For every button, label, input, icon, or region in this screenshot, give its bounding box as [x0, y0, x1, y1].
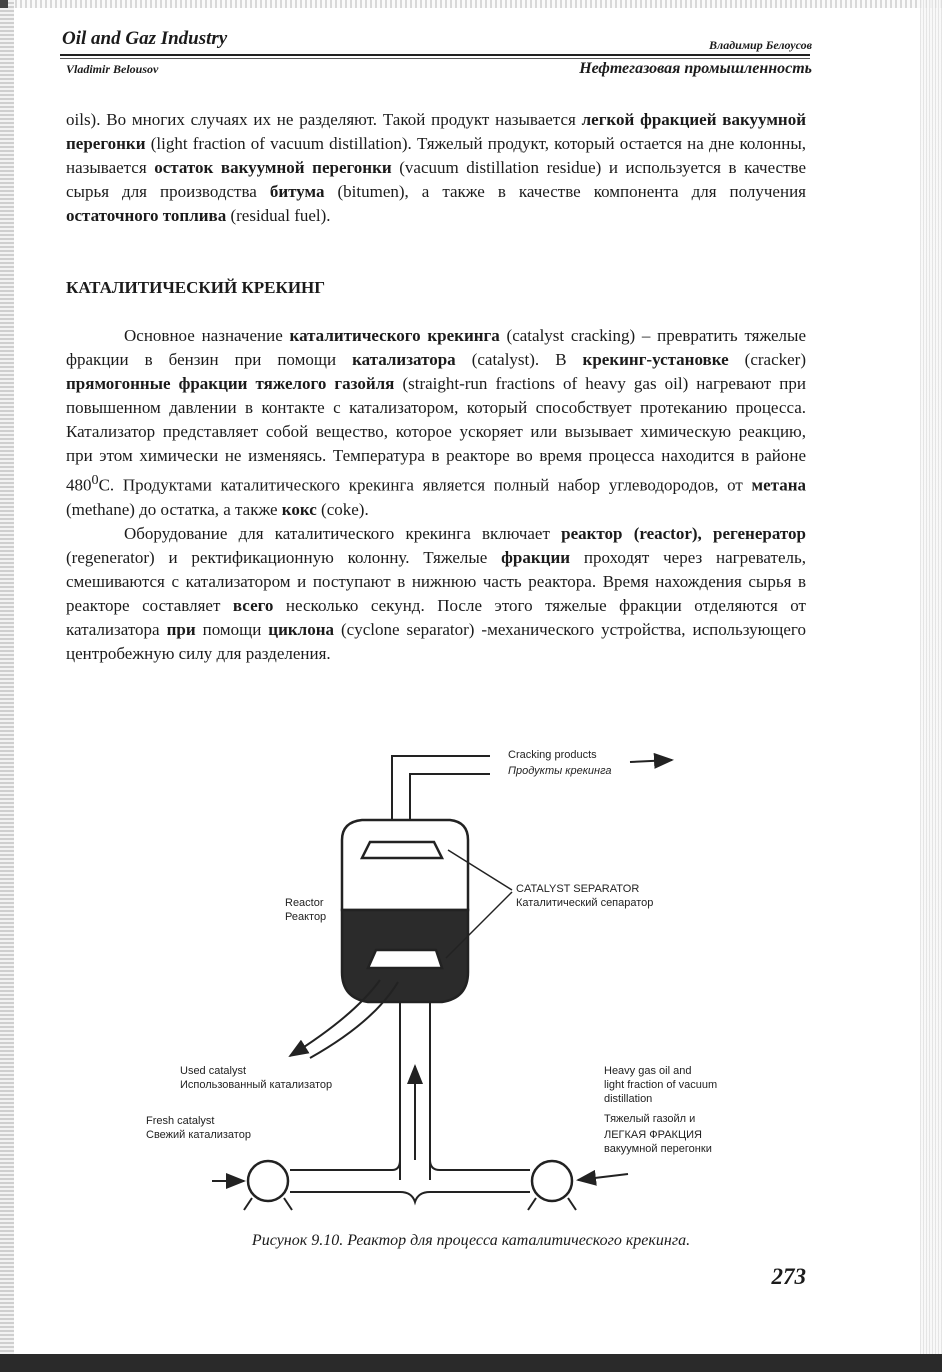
text-run: (cracker) [728, 350, 806, 369]
term-methane: метана [751, 475, 806, 495]
term-fractions: фракции [501, 547, 571, 567]
header-author-right: Владимир Белоусов [709, 38, 812, 52]
term-with: при [166, 619, 196, 639]
term-cyclone: циклона [268, 619, 335, 639]
text-run: (bitumen), а также в качестве компонента для получения [324, 182, 806, 201]
term-catalytic-cracking: каталитического крекинга [289, 326, 500, 345]
text-run: oils). Во многих случаях их не разделяют. Такой продукт называется [66, 110, 582, 129]
header-rule-thin [60, 58, 810, 59]
label-reactor-ru: Реактор [285, 911, 327, 923]
scan-border-bottom [0, 1354, 942, 1372]
term-residual-fuel: остаточного топлива [66, 206, 227, 225]
text-run: (regenerator) и ректификационную колонну. Тяжелые [66, 547, 502, 567]
text-run: (methane) до остатка, а также [66, 499, 282, 519]
text-run: (cyclone separator) -механического устройства, использующего центробежную силу для разделения. [66, 619, 806, 663]
text-run: (vacuum distillation residue) и используется в качестве сырья для производства [66, 158, 806, 201]
scan-border-right [920, 0, 942, 1372]
text-run: помощи [195, 619, 269, 639]
heavy-feed-arrow [578, 1174, 628, 1180]
text-run: Основное назначение [124, 326, 290, 345]
label-heavy-4: Тяжелый газойл и [604, 1113, 696, 1125]
reactor-diagram [130, 740, 770, 1220]
label-cracking-en: Cracking products [508, 749, 597, 761]
term-bitumen: битума [269, 182, 325, 201]
label-reactor-en: Reactor [285, 897, 324, 909]
term-coke: кокс [281, 499, 317, 519]
label-fresh-ru: Свежий катализатор [146, 1129, 251, 1141]
label-heavy-1: Heavy gas oil and [604, 1065, 692, 1077]
text-run: (catalyst). В [455, 350, 583, 369]
figure-caption: Рисунок 9.10. Реактор для процесса каталитического крекинга. [251, 1232, 691, 1249]
separator-upper [362, 842, 442, 858]
label-separator-en: CATALYST SEPARATOR [516, 883, 640, 895]
term-vacuum-residue: остаток вакуумной перегонки [154, 158, 392, 177]
text-run: (catalyst cracking) – превратить тяжелые фракции в бензин при помощи [66, 326, 806, 369]
label-heavy-5: ЛЕГКАЯ ФРАКЦИЯ [604, 1129, 702, 1141]
term-cracker: крекинг-установке [582, 350, 729, 369]
superscript: 0 [91, 472, 99, 488]
label-used-ru: Использованный катализатор [180, 1079, 333, 1091]
text-run: Оборудование для каталитического крекинга включает [124, 523, 562, 543]
cracking-products-arrow [630, 760, 672, 762]
term-catalyst: катализатора [352, 350, 456, 369]
header-rule [60, 54, 810, 56]
scan-border-top [0, 0, 942, 8]
term-reactor-regenerator: реактор (reactor), регенератор [561, 523, 806, 543]
label-used-en: Used catalyst [180, 1065, 247, 1077]
label-heavy-3: distillation [604, 1093, 653, 1105]
text-run: С. Продуктами каталитического крекинга является полный набор углеводородов, от [98, 475, 752, 495]
feed-pump [532, 1161, 572, 1201]
header-author-left: Vladimir Belousov [66, 62, 159, 76]
scan-corner-mark [0, 0, 8, 8]
page-number: 273 [771, 1264, 806, 1289]
label-cracking-ru: Продукты крекинга [508, 765, 612, 777]
term-only: всего [232, 595, 274, 615]
text-run: (straight-run fractions of heavy gas oil) нагревают при повышенном давлении в контакте с катализатором, который способствует протеканию процесса. Катализатор представляет собой вещество, которое ускоряет или вызывает химическую реакцию, при этом химически не изменяясь. Температура в реакторе во время процесса находится в районе 480 [66, 374, 806, 495]
label-separator-ru: Каталитический сепаратор [516, 897, 654, 909]
scan-border-left [0, 0, 14, 1372]
label-heavy-2: light fraction of vacuum [604, 1079, 718, 1091]
text-run: проходят через нагреватель, смешиваются с катализатором и поступают в нижнюю часть реактора. Время нахождения сырья в реакторе составляет [66, 547, 806, 615]
label-fresh-en: Fresh catalyst [146, 1115, 215, 1127]
label-heavy-6: вакуумной перегонки [604, 1143, 712, 1155]
term-straight-run: прямогонные фракции тяжелого газойля [66, 374, 395, 393]
fresh-catalyst-pump [248, 1161, 288, 1201]
header-title-right: Нефтегазовая промышленность [579, 60, 812, 77]
text-run: (coke). [316, 499, 369, 519]
paragraph-vacuum [66, 108, 806, 228]
paragraph-catalytic-cracking [66, 324, 806, 666]
reactor-vessel-top [342, 820, 468, 910]
text-run: несколько секунд. После этого тяжелые фракции отделяются от катализатора [66, 595, 806, 639]
text-run: (light fraction of vacuum distillation). Тяжелый продукт, который остается на дне колонны, называется [66, 134, 806, 177]
text-run: (residual fuel). [226, 206, 331, 225]
separator-lower [368, 950, 442, 968]
section-heading: КАТАЛИТИЧЕСКИЙ КРЕКИНГ [66, 278, 326, 297]
feed-header-pipe [290, 1160, 530, 1202]
term-light-fraction: легкой фракцией вакуумной перегонки [66, 110, 806, 153]
header-title-left: Oil and Gaz Industry [62, 28, 228, 49]
